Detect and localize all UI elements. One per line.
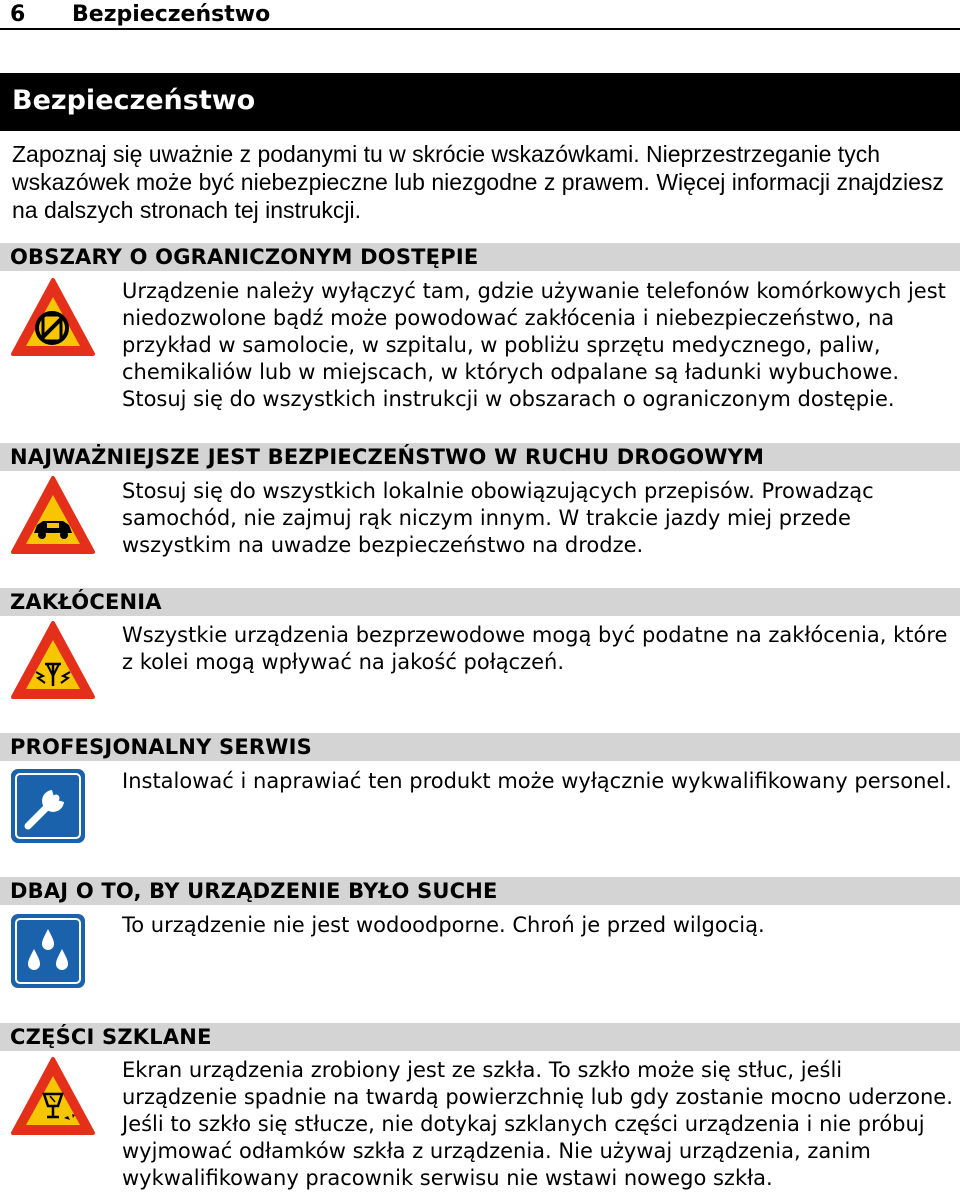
no-phone-warning-icon xyxy=(10,277,96,357)
section-heading-bar xyxy=(0,1023,960,1051)
section-text: To urządzenie nie jest wodoodporne. Chroń je przed wilgocią. xyxy=(122,913,765,937)
section-heading-bar xyxy=(0,588,960,616)
section-heading-bar xyxy=(0,733,960,761)
section-text: Wszystkie urządzenia bezprzewodowe mogą być podatne na zakłócenia, które z kolei mogą wpływać na jakość połączeń. xyxy=(122,623,948,674)
car-warning-icon xyxy=(10,475,96,555)
section-heading: PROFESJONALNY SERWIS xyxy=(10,735,312,759)
section-text: Instalować i naprawiać ten produkt może wyłącznie wykwalifikowany personel. xyxy=(122,769,952,793)
section-text: Ekran urządzenia zrobiony jest ze szkła. To szkło może się stłuc, jeśli urządzenie spadnie na twardą powierzchnię lub gdy zostanie mocno uderzone. Jeśli to szkło się stłucze, nie dotykaj szklanych części urządzenia i nie próbuj wyjmować odłamków szkła z urządzenia. Nie używaj urządzenia, zanim wykwalifikowany pracownik serwisu nie wstawi nowego szkła. xyxy=(122,1058,953,1190)
section-heading-bar xyxy=(0,877,960,905)
page-number: 6 xyxy=(10,2,26,27)
section-heading-bar xyxy=(0,443,960,471)
section-heading: NAJWAŻNIEJSZE JEST BEZPIECZEŃSTWO W RUCHU DROGOWYM xyxy=(10,445,765,469)
section-text: Urządzenie należy wyłączyć tam, gdzie używanie telefonów komórkowych jest niedozwolone bądź może powodować zakłócenia i niebezpieczeństwo, na przykład w samolocie, w szpitalu, w pobliżu sprzętu medycznego, paliw, chemikaliów lub w miejscach, w których odpalane są ładunki wybuchowe. Stosuj się do wszystkich instrukcji w obszarach o ograniczonym dostępie. xyxy=(122,279,946,411)
section-text: Stosuj się do wszystkich lokalnie obowiązujących przepisów. Prowadząc samochód, nie zajmuj rąk niczym innym. W trakcie jazdy miej przede wszystkim na uwadze bezpieczeństwo na drodze. xyxy=(122,479,874,557)
intro-paragraph: Zapoznaj się uważnie z podanymi tu w skrócie wskazówkami. Nieprzestrzeganie tych wskazówek może być niebezpieczne lub niezgodne z prawem. Więcej informacji znajdziesz na dalszych stronach tej instrukcji. xyxy=(12,141,944,223)
interference-warning-icon xyxy=(10,620,96,700)
wrench-icon xyxy=(10,768,86,844)
chapter-title: Bezpieczeństwo xyxy=(12,85,256,116)
water-drops-icon xyxy=(10,913,86,989)
section-heading: DBAJ O TO, BY URZĄDZENIE BYŁO SUCHE xyxy=(10,879,498,903)
section-heading: CZĘŚCI SZKLANE xyxy=(10,1025,212,1049)
chapter-banner xyxy=(0,73,960,131)
broken-glass-warning-icon xyxy=(10,1056,96,1136)
running-title: Bezpieczeństwo xyxy=(72,2,271,27)
running-header xyxy=(0,0,960,30)
section-heading: ZAKŁÓCENIA xyxy=(10,590,162,614)
section-heading: OBSZARY O OGRANICZONYM DOSTĘPIE xyxy=(10,245,479,269)
section-heading-bar xyxy=(0,243,960,271)
